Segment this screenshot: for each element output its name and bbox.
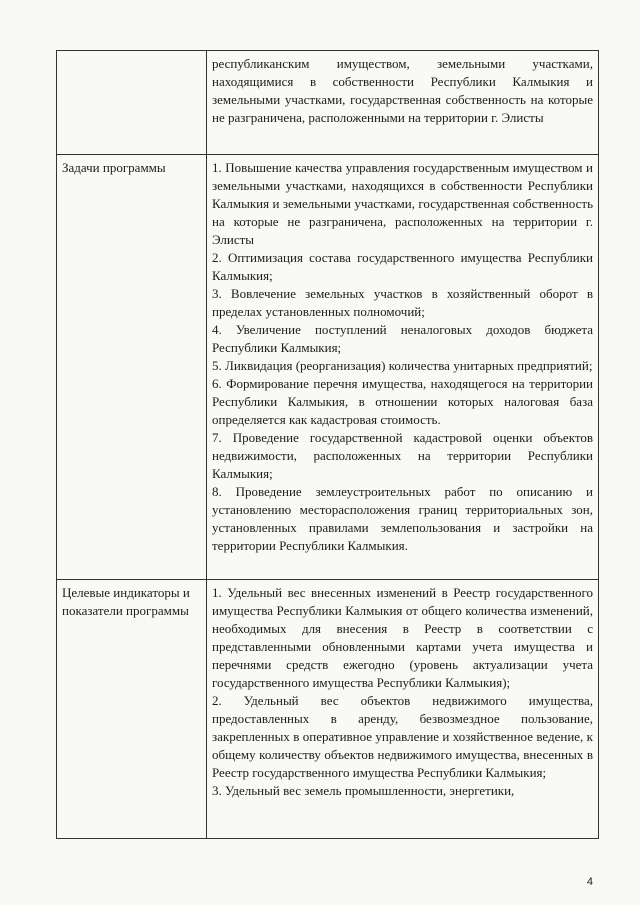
table-row [57, 580, 599, 839]
task-item: 7. Проведение государственной кадастровой оценки объектов недвижимости, расположенных на территории Республики Калмыкия; [212, 430, 593, 481]
row-text: республиканским имуществом, земельными участками, находящимися в собственности Республики Калмыкия и земельными участками, государственная собственность на которые не разграничена, расположенными на территории г. Элисты [207, 51, 599, 155]
task-item: 8. Проведение землеустроительных работ по описанию и установлению месторасположения границ территориальных зон, установленных правилами землепользования и застройки на территории Республики Калмыкия. [212, 484, 593, 553]
program-passport-table [56, 50, 599, 839]
row-label-tasks: Задачи программы [57, 155, 207, 580]
tasks-list [207, 155, 599, 580]
indicator-item: 1. Удельный вес внесенных изменений в Реестр государственного имущества Республики Калмыкия от общего количества изменений, необходимых для внесения в Реестр в соответствии с представленными обновленными картами учета имущества и перечнями средств ежегодно (уровень актуализации учета государственного имущества Республики Калмыкия); [212, 585, 593, 690]
indicator-item: 2. Удельный вес объектов недвижимого имущества, предоставленных в аренду, безвозмездное пользование, закрепленных в оперативное управление и хозяйственное ведение, к общему количеству объектов недвижимого имущества, внесенных в Реестр государственного имущества Республики Калмыкия; [212, 693, 593, 780]
task-item: 2. Оптимизация состава государственного имущества Республики Калмыкия; [212, 250, 593, 283]
table-row [57, 51, 599, 155]
indicator-item: 3. Удельный вес земель промышленности, энергетики, [212, 783, 515, 798]
task-item: 5. Ликвидация (реорганизация) количества унитарных предприятий; [212, 358, 593, 373]
task-item: 1. Повышение качества управления государственным имуществом и земельными участками, находящихся в собственности Республики Калмыкия и земельными участками, государственная собственность на которые не разграничена, расположенных на территории г. Элисты [212, 160, 593, 247]
row-label [57, 51, 207, 155]
table-row [57, 155, 599, 580]
indicators-list [207, 580, 599, 839]
task-item: 4. Увеличение поступлений неналоговых доходов бюджета Республики Калмыкия; [212, 322, 593, 355]
page-number: 4 [586, 876, 593, 888]
task-item: 3. Вовлечение земельных участков в хозяйственный оборот в пределах установленных полномочий; [212, 286, 593, 319]
row-label-indicators: Целевые индикаторы и показатели программы [57, 580, 207, 839]
task-item: 6. Формирование перечня имущества, находящегося на территории Республики Калмыкия, в отношении которых налоговая база определяется как кадастровая стоимость. [212, 376, 593, 427]
